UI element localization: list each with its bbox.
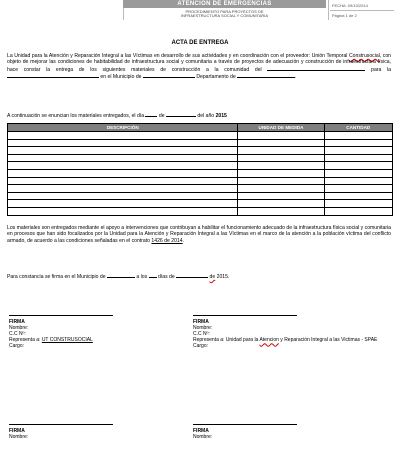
intro-text: para la xyxy=(371,66,391,73)
name-field: Nombre: xyxy=(9,325,29,332)
position-field: Cargo: xyxy=(193,343,209,350)
signature-line[interactable] xyxy=(9,424,113,425)
signature-label: FIRMA xyxy=(193,319,209,325)
spellcheck-word: de xyxy=(209,274,216,280)
represents-label: Representa a: xyxy=(193,337,226,344)
blank-field[interactable] xyxy=(237,73,295,78)
blank-field[interactable] xyxy=(149,273,157,278)
table-header-row xyxy=(8,124,393,132)
intro-paragraph xyxy=(7,53,391,80)
closing-text: 2015. xyxy=(215,274,230,280)
header-center xyxy=(123,0,326,20)
signature-block-right-2 xyxy=(193,424,389,440)
represents-value: y Reparación Integral a las Victimas - SPAE xyxy=(278,337,378,344)
body-text: . xyxy=(182,237,185,244)
signature-label: FIRMA xyxy=(9,428,25,434)
enum-year: 2015 xyxy=(215,113,227,119)
table-row[interactable] xyxy=(8,177,393,185)
column-header-quantity: CANTIDAD xyxy=(324,124,392,132)
signature-block-right xyxy=(193,315,389,349)
intro-text: La Unidad para la Atención y Reparación Integral a las Víctimas en desarrollo de sus actividades y en coordinación con el proveedor: Unión Temporal xyxy=(7,53,349,59)
table-row[interactable] xyxy=(8,147,393,155)
name-field: Nombre: xyxy=(9,434,29,441)
signature-line[interactable] xyxy=(193,424,297,425)
represents-value: UT CONSTRUSOCIAL xyxy=(41,337,93,344)
represents-value: Unidad para la xyxy=(225,337,260,344)
enum-text: A continuación se enuncian los materiales entregados, el día xyxy=(7,113,145,119)
closing-line xyxy=(7,273,391,280)
id-field: C.C Nº: xyxy=(9,331,26,338)
intro-text: . xyxy=(295,73,297,80)
contract-reference: 1426 de 2014 xyxy=(151,237,183,244)
signature-line[interactable] xyxy=(193,315,297,316)
blank-field[interactable] xyxy=(107,273,135,278)
column-header-unit: UNIDAD DE MEDIDA xyxy=(238,124,324,132)
table-row[interactable] xyxy=(8,192,393,200)
table-row[interactable] xyxy=(8,200,393,208)
body-text: Los materiales son entregados mediante el apoyo a intervenciones que contribuyan a habilitar el funcionamiento adecuado de la infraestructura física social y comunitaria en procesos que han sido focalizados por la Unidad para la Atención y Reparación Integral a las Víctimas en el marco de la atención a la población víctima del conflicto armado, de acuerdo a las condiciones señaladas en el contrato xyxy=(7,225,391,244)
blank-field[interactable] xyxy=(7,73,99,78)
signature-label: FIRMA xyxy=(193,428,209,434)
name-field: Nombre: xyxy=(193,325,213,332)
header-meta xyxy=(330,0,394,20)
blank-field[interactable] xyxy=(267,66,365,71)
enum-line xyxy=(7,112,391,119)
blank-field[interactable] xyxy=(166,112,196,117)
header-meta-separator xyxy=(330,10,394,11)
table-row[interactable] xyxy=(8,162,393,170)
position-field: Cargo: xyxy=(9,343,25,350)
name-field: Nombre: xyxy=(193,434,213,441)
header-subtitle-2: INFRAESTRUCTURA SOCIAL Y COMUNITARIA xyxy=(180,13,269,19)
body-paragraph xyxy=(7,225,391,244)
table-row[interactable] xyxy=(8,185,393,193)
intro-text: , con objeto de mejorar las condiciones de habitabilidad de infraestructura social y comunitaria a través de proyectos de adecuación y construcción de infraestructura física, hace constar la entrega de los siguientes materiales de construcción a la comunidad del xyxy=(7,53,392,73)
spellcheck-word: Atencion xyxy=(259,337,279,344)
table-row[interactable] xyxy=(8,139,393,147)
blank-field[interactable] xyxy=(145,112,157,117)
closing-text: Para constancia se firma en el Municipio de xyxy=(7,274,106,280)
signature-block-left-2 xyxy=(9,424,179,440)
signature-block-left xyxy=(9,315,179,349)
header-divider xyxy=(328,0,329,20)
header-subtitle-1: PROCEDIMIENTO PARA PROYECTOS DE xyxy=(185,9,264,14)
header-date: FECHA: 09/10/2014 xyxy=(332,3,368,8)
intro-text: Departamento de xyxy=(196,73,236,80)
signature-label: FIRMA xyxy=(9,319,25,325)
table-row[interactable] xyxy=(8,154,393,162)
represents-label: Representa a: xyxy=(9,337,42,344)
closing-text: días de xyxy=(157,274,175,280)
intro-text: en el Municipio de xyxy=(100,73,142,80)
blank-field[interactable] xyxy=(176,273,208,278)
document-header xyxy=(6,0,394,20)
enum-text: del año xyxy=(197,113,215,119)
header-page-number: Página 1 de 2 xyxy=(332,13,357,18)
table-row[interactable] xyxy=(8,169,393,177)
column-header-description: DESCRIPCIÓN xyxy=(8,124,238,132)
spellcheck-word: Construsocial xyxy=(348,53,380,59)
enum-text: de xyxy=(158,113,165,119)
header-logo-area xyxy=(6,0,123,20)
signature-line[interactable] xyxy=(9,315,113,316)
document-title: ACTA DE ENTREGA xyxy=(171,40,229,46)
blank-field[interactable] xyxy=(143,73,195,78)
id-field: C.C Nº: xyxy=(193,331,210,338)
table-row[interactable] xyxy=(8,132,393,140)
materials-table xyxy=(7,123,393,216)
table-row[interactable] xyxy=(8,207,393,215)
header-title: ATENCIÓN DE EMERGENCIAS xyxy=(123,0,326,8)
closing-text: a los xyxy=(136,274,148,280)
